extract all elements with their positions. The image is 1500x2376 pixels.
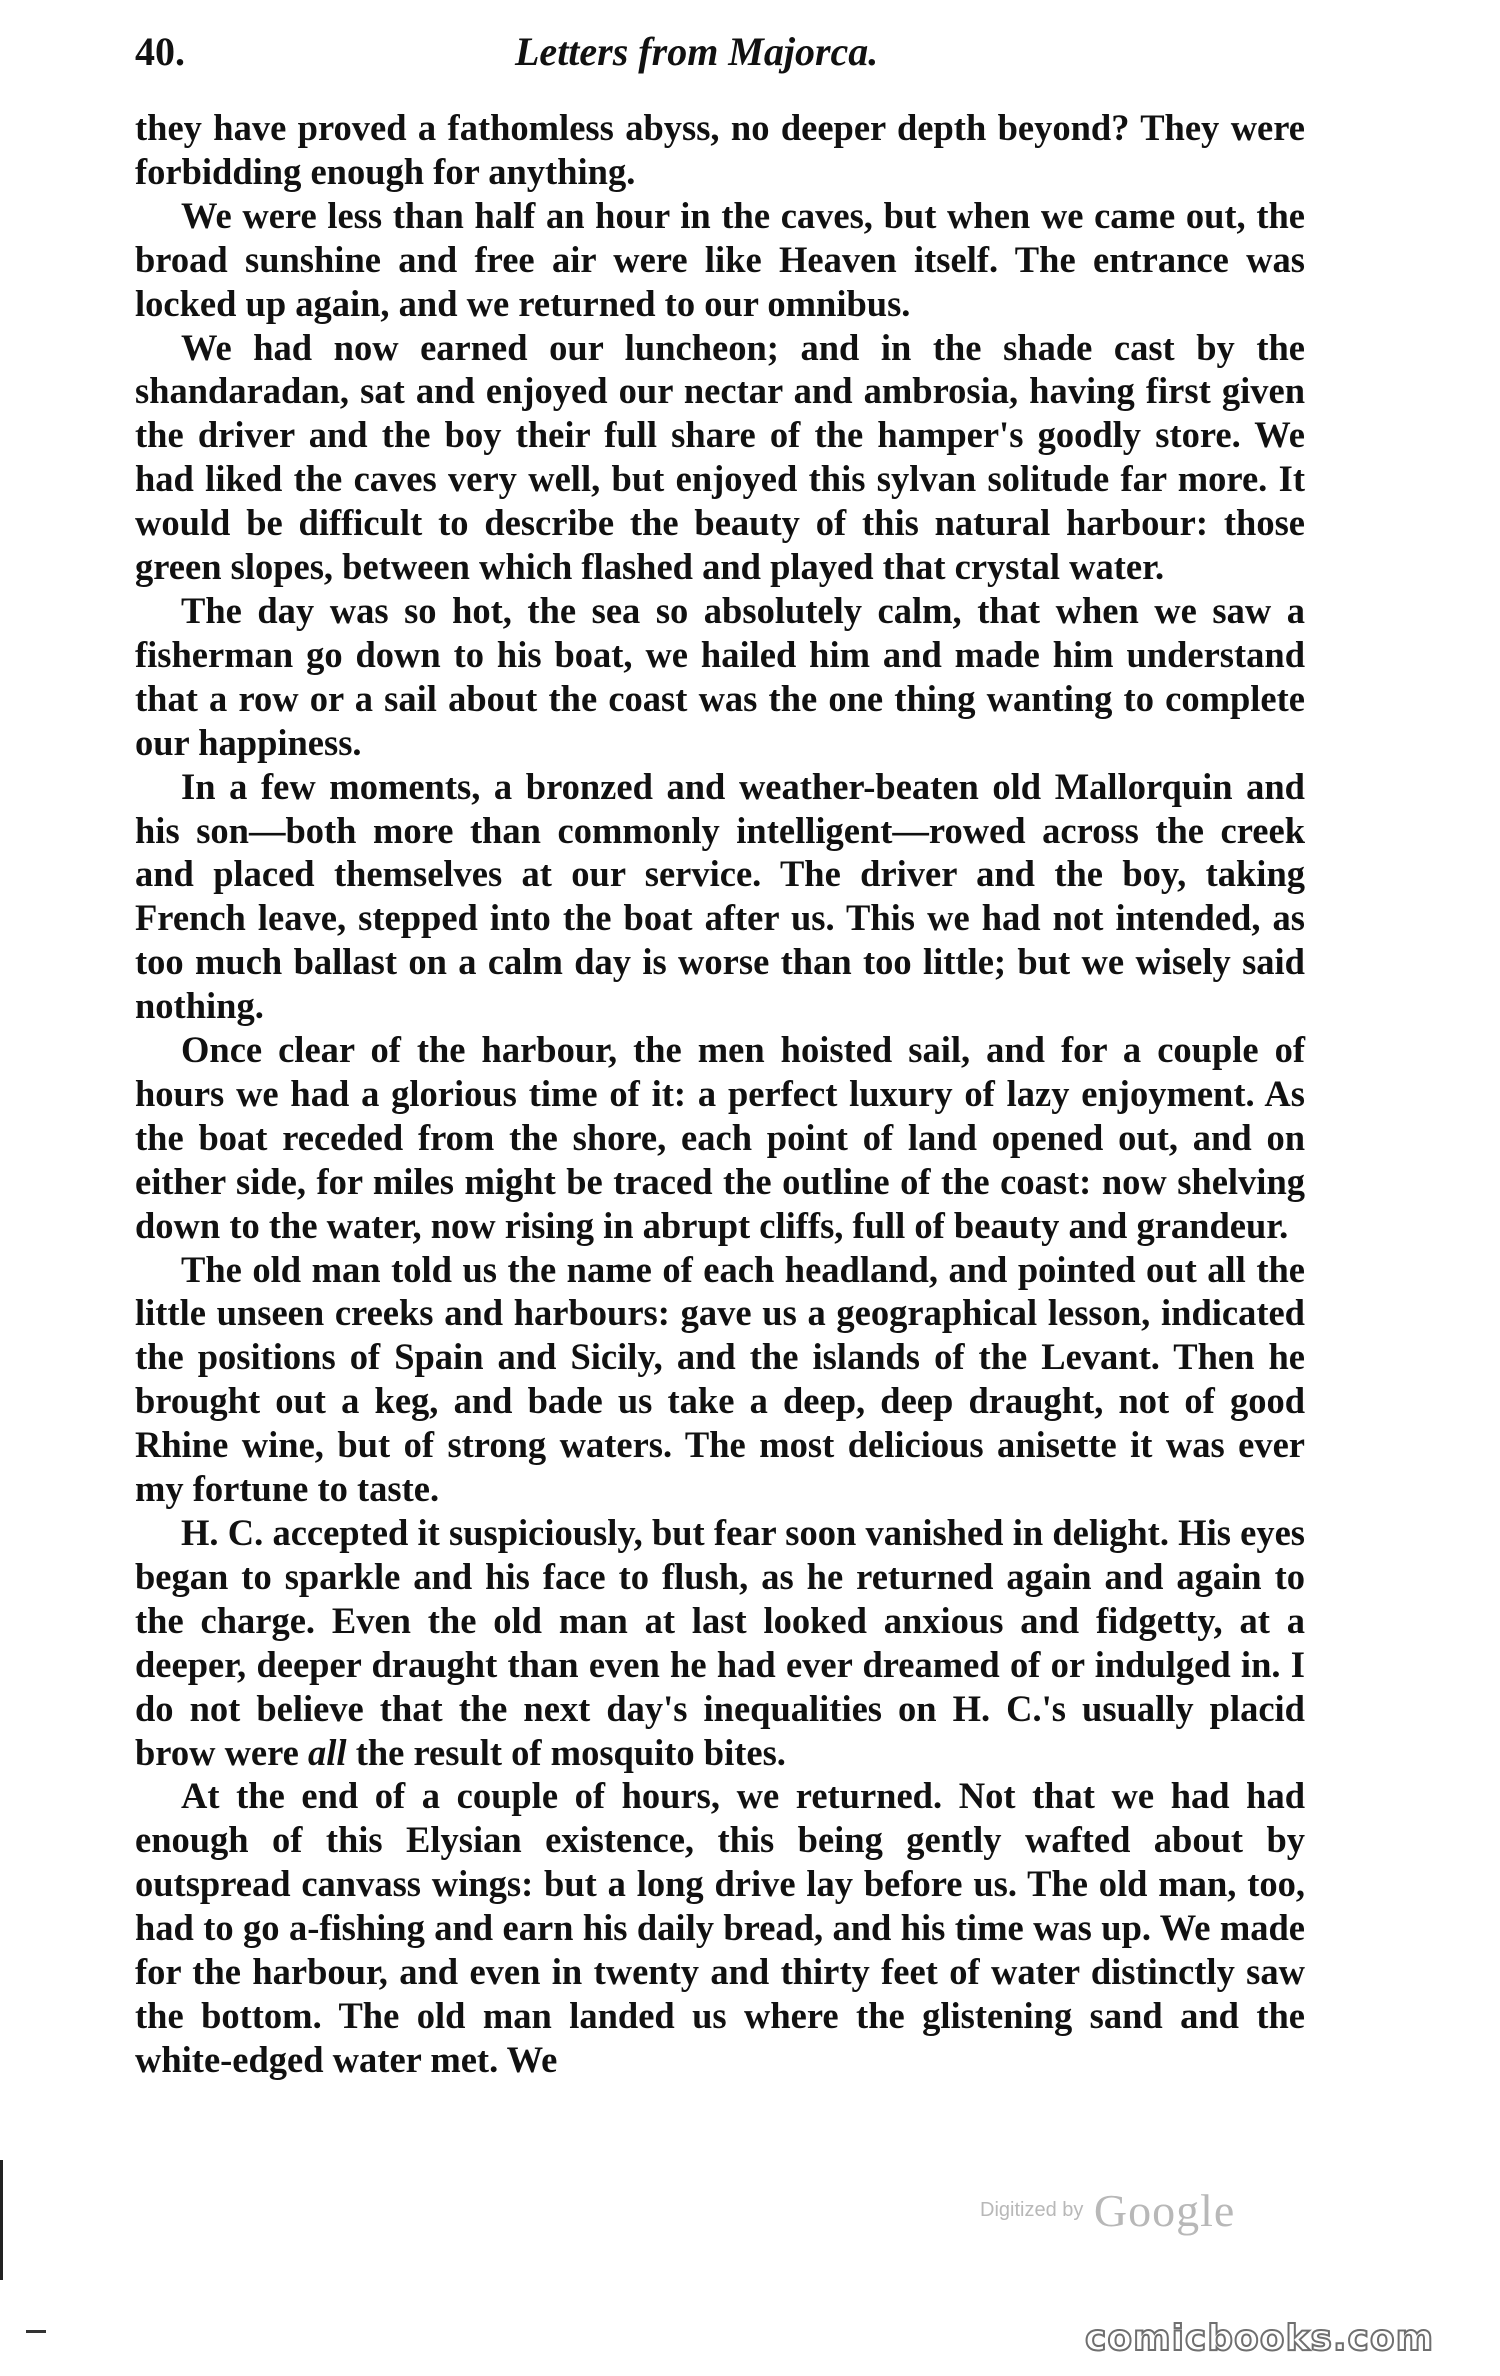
page-header [135,28,1305,88]
hc-text-before: H. C. accepted it suspiciously, but fear soon vanished in delight. His eyes began to sparkle and his face to flush, as he returned again and again to the charge. Even the old man at last looked anxious and fidgetty, at a deeper, deeper draught than even he had ever dreamed of or indulged in. I do not believe that the next day's inequalities on H. C.'s usually placid brow were [135,1512,1305,1773]
site-watermark: comicbooks.com [1085,2318,1435,2359]
emphasis-all: all [308,1731,347,1773]
paragraph-headlands: The old man told us the name of each headland, and pointed out all the little unseen creeks and harbours: gave us a geographical lesson, indicated the positions of Spain and Sicily, and the islands of the Levant. Then he brought out a keg, and bade us take a deep, deep draught, not of good Rhine wine, but of strong waters. The most delicious anisette it was ever my fortune to taste. [135,1248,1305,1510]
paragraph-hc [135,1511,1305,1774]
paragraph-sailing: Once clear of the harbour, the men hoisted sail, and for a couple of hours we had a glorious time of it: a perfect luxury of lazy enjoyment. As the boat receded from the shore, each point of land opened out, and on either side, for miles might be traced the outline of the coast: now shelving down to the water, now rising in abrupt cliffs, full of beauty and grandeur. [135,1029,1305,1246]
digitized-label: Digitized by [980,2199,1084,2221]
body-text [135,106,1305,2082]
running-title: Letters from Majorca. [515,29,879,74]
paragraph-fisherman: The day was so hot, the sea so absolutely calm, that when we saw a fisherman go down to his boat, we hailed him and made him understand that a row or a sail about the coast was the one thing wanting to complete our happiness. [135,589,1305,763]
hc-text-after: the result of mosquito bites. [346,1731,786,1773]
paragraph-continued: they have proved a fathomless abyss, no deeper depth beyond? They were forbidding enough for anything. [135,107,1305,192]
scan-corner-dash [26,2330,46,2333]
paragraph-return: At the end of a couple of hours, we returned. Not that we had had enough of this Elysian existence, this being gently wafted about by outspread canvass wings: but a long drive lay before us. The old man, too, had to go a-fishing and earn his daily bread, and his time was up. We made for the harbour, and even in twenty and thirty feet of water distinctly saw the bottom. The old man landed us where the glistening sand and the white-edged water met. We [135,1775,1305,2080]
google-logo: Google [1093,2185,1236,2236]
paragraph-luncheon: We had now earned our luncheon; and in the shade cast by the shandaradan, sat and enjoyed our nectar and ambrosia, having first given the driver and the boy their full share of the hamper's goodly store. We had liked the caves very well, but enjoyed this sylvan solitude far more. It would be difficult to describe the beauty of this natural harbour: those green slopes, between which flashed and played that crystal water. [135,326,1305,588]
page-number: 40. [135,29,185,74]
digitized-by-google [980,2184,1235,2237]
paragraph-leaving-caves: We were less than half an hour in the caves, but when we came out, the broad sunshine and free air were like Heaven itself. The entrance was locked up again, and we returned to our omnibus. [135,194,1305,324]
scan-edge-mark [0,2160,3,2280]
paragraph-mallorquin: In a few moments, a bronzed and weather-beaten old Mallorquin and his son—both more than commonly intelligent—rowed across the creek and placed themselves at our service. The driver and the boy, taking French leave, stepped into the boat after us. This we had not intended, as too much ballast on a calm day is worse than too little; but we wisely said nothing. [135,765,1305,1027]
